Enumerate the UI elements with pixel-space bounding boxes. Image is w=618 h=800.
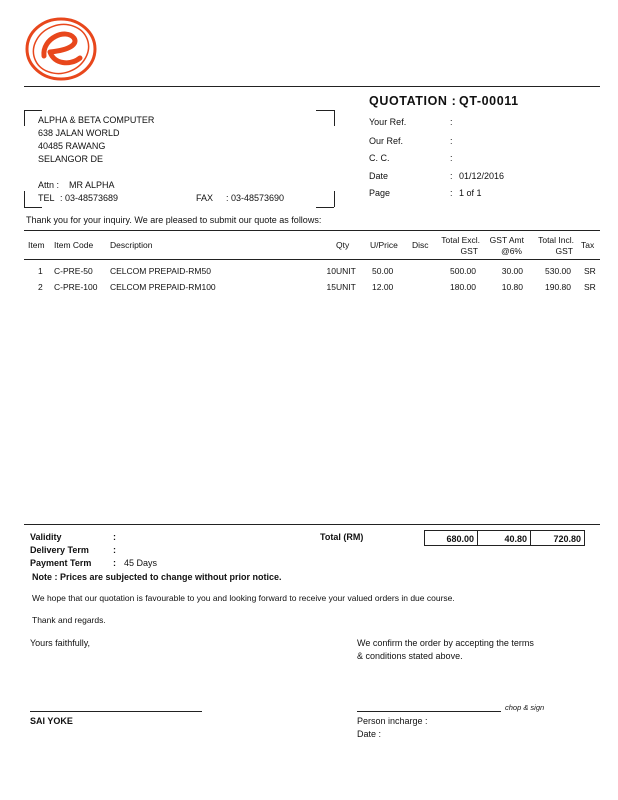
thanks-text: Thank and regards. <box>32 615 106 625</box>
payment-term-label: Payment Term <box>30 558 92 568</box>
confirm-line-1: We confirm the order by accepting the terms <box>357 638 534 648</box>
tel-value: : 03-48573689 <box>60 193 119 203</box>
address-bracket-right-bottom <box>334 191 335 207</box>
address-bracket-top-left <box>24 110 42 111</box>
row-code: C-PRE-50 <box>54 266 93 276</box>
field-your-ref-label: Your Ref. <box>369 117 407 127</box>
total-label: Total (RM) <box>320 532 364 542</box>
attn-label: Attn : <box>38 180 60 190</box>
col-header-incl-line1: Total Incl. <box>538 235 574 245</box>
row-description: CELCOM PREPAID-RM50 <box>110 266 211 276</box>
fax-value: : 03-48573690 <box>226 193 285 203</box>
col-header-gst-line1: GST Amt <box>489 235 524 245</box>
field-page-sep: : <box>450 188 453 198</box>
row-qty: 10 <box>326 266 336 276</box>
row-gst: 10.80 <box>501 282 523 292</box>
row-item: 2 <box>38 282 43 292</box>
person-incharge-label: Person incharge : <box>357 716 428 726</box>
address-bracket-left-bottom <box>24 191 25 207</box>
total-incl-box: 720.80 <box>530 530 585 546</box>
total-gst-box: 40.80 <box>477 530 531 546</box>
col-header-incl-line2: GST <box>555 246 573 256</box>
row-item: 1 <box>38 266 43 276</box>
field-our-ref-label: Our Ref. <box>369 136 404 146</box>
col-header-qty: Qty <box>336 240 350 250</box>
validity-colon: : <box>113 532 116 542</box>
col-header-item-code: Item Code <box>54 240 94 250</box>
field-date-sep: : <box>450 171 453 181</box>
field-page-value: 1 of 1 <box>459 188 482 198</box>
address-bracket-bottom-right <box>316 207 334 208</box>
total-excl-box: 680.00 <box>424 530 478 546</box>
attn-value: MR ALPHA <box>69 180 115 190</box>
date-label: Date : <box>357 729 382 739</box>
signature-line-left <box>30 711 202 712</box>
customer-address-2: 40485 RAWANG <box>38 141 106 151</box>
row-tax: SR <box>584 282 596 292</box>
row-tax: SR <box>584 266 596 276</box>
col-header-disc: Disc <box>412 240 429 250</box>
field-your-ref-sep: : <box>450 117 453 127</box>
col-header-tax: Tax <box>581 240 595 250</box>
col-header-gst-line2: @6% <box>501 246 522 256</box>
yours-faithfully: Yours faithfully, <box>30 638 91 648</box>
price-note: Note : Prices are subjected to change without prior notice. <box>32 572 282 582</box>
chop-sign-label: chop & sign <box>505 703 545 712</box>
row-uprice: 12.00 <box>372 282 394 292</box>
row-unit: UNIT <box>336 266 356 276</box>
field-our-ref-sep: : <box>450 136 453 146</box>
row-qty: 15 <box>326 282 336 292</box>
footer-divider <box>24 524 600 525</box>
customer-name: ALPHA & BETA COMPUTER <box>38 115 155 125</box>
payment-term-value: 45 Days <box>124 558 158 568</box>
row-description: CELCOM PREPAID-RM100 <box>110 282 216 292</box>
row-code: C-PRE-100 <box>54 282 98 292</box>
intro-text: Thank you for your inquiry. We are pleased to submit our quote as follows: <box>26 215 322 225</box>
address-bracket-left-top <box>24 110 25 126</box>
row-incl: 530.00 <box>545 266 571 276</box>
tel-label: TEL <box>38 193 55 203</box>
payment-term-colon: : <box>113 558 116 568</box>
validity-label: Validity <box>30 532 62 542</box>
row-excl: 180.00 <box>450 282 476 292</box>
row-incl: 190.80 <box>545 282 571 292</box>
signature-line-right <box>357 711 501 712</box>
col-header-item: Item <box>28 240 45 250</box>
table-header-bottom-line <box>24 259 600 260</box>
col-header-uprice: U/Price <box>370 240 398 250</box>
customer-address-1: 638 JALAN WORLD <box>38 128 120 138</box>
signatory-name: SAI YOKE <box>30 716 73 726</box>
table-header-top-line <box>24 230 600 231</box>
field-page-label: Page <box>369 188 391 198</box>
col-header-description: Description <box>110 240 153 250</box>
hope-text: We hope that our quotation is favourable to you and looking forward to receive your valued orders in due course. <box>32 593 455 603</box>
quotation-number: QT-00011 <box>459 94 519 108</box>
field-cc-label: C. C. <box>369 153 390 163</box>
delivery-term-colon: : <box>113 545 116 555</box>
col-header-excl-line1: Total Excl. <box>441 235 480 245</box>
confirm-line-2: & conditions stated above. <box>357 651 463 661</box>
row-excl: 500.00 <box>450 266 476 276</box>
field-date-value: 01/12/2016 <box>459 171 505 181</box>
row-gst: 30.00 <box>501 266 523 276</box>
fax-label: FAX <box>196 193 214 203</box>
quotation-title-label: QUOTATION : <box>369 94 457 108</box>
address-bracket-right-top <box>334 110 335 126</box>
field-date-label: Date <box>369 171 389 181</box>
row-uprice: 50.00 <box>372 266 394 276</box>
header-divider <box>24 86 600 87</box>
row-unit: UNIT <box>336 282 356 292</box>
delivery-term-label: Delivery Term <box>30 545 89 555</box>
customer-address-3: SELANGOR DE <box>38 154 104 164</box>
address-bracket-bottom-left <box>24 207 42 208</box>
address-bracket-top-right <box>316 110 334 111</box>
col-header-excl-line2: GST <box>460 246 478 256</box>
field-cc-sep: : <box>450 153 453 163</box>
company-logo-icon <box>24 16 98 82</box>
